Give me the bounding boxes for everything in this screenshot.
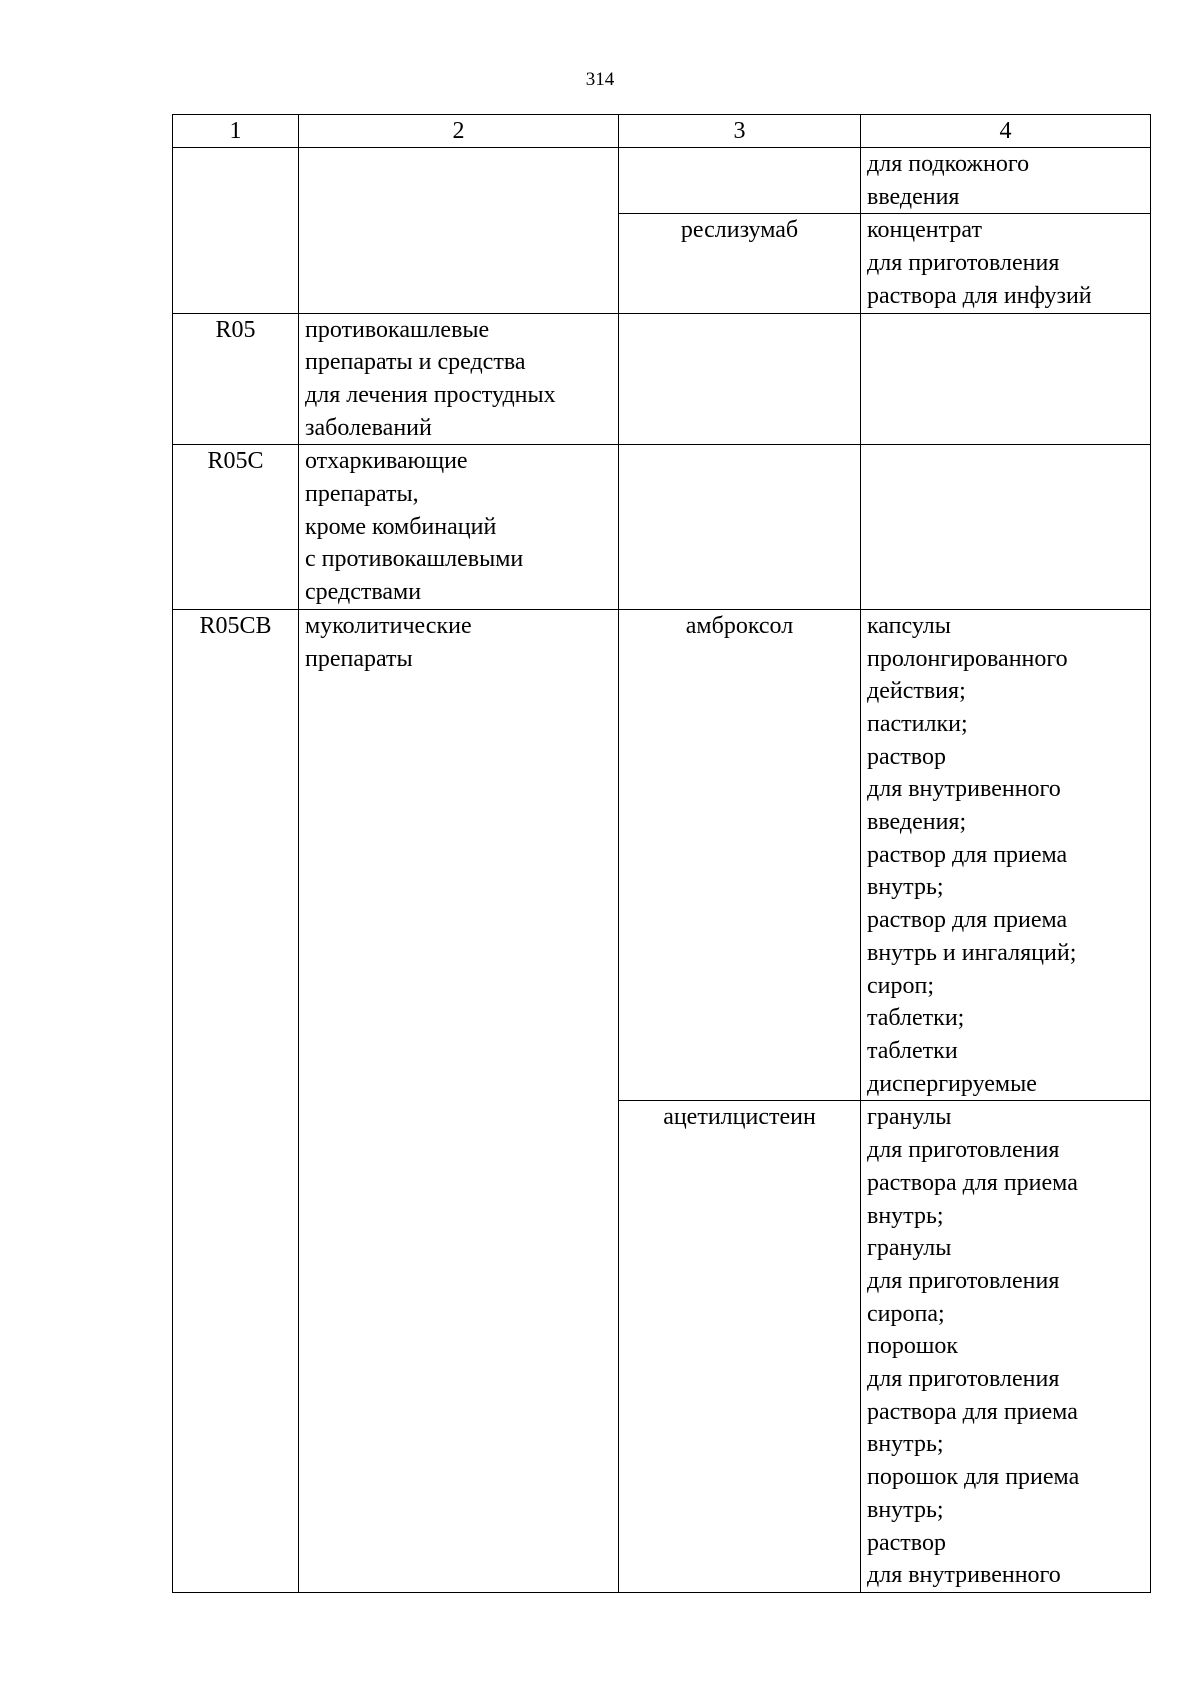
code-cell (173, 148, 299, 314)
form-line: таблетки; (867, 1005, 965, 1032)
substance-cell: реслизумаб (619, 214, 861, 313)
substance-cell: ацетилцистеин (619, 1101, 861, 1593)
form-line: для приготовления (867, 1267, 1060, 1294)
code-cell: R05C (173, 445, 299, 610)
form-line: внутрь; (867, 1202, 944, 1229)
form-line: для приготовления (867, 1366, 1060, 1393)
form-line: гранулы (867, 1235, 952, 1262)
form-line: внутрь и ингаляций; (867, 939, 1077, 966)
substance-cell (619, 445, 861, 610)
form-line: для внутривенного (867, 776, 1061, 803)
form-line: раствор для приема (867, 907, 1068, 934)
table-row (173, 609, 1151, 1101)
table-row (173, 148, 1151, 214)
name-line: муколитические (305, 612, 472, 639)
form-line: концентрат (867, 217, 982, 244)
page-number: 314 (585, 69, 615, 90)
form-line: раствор для приема (867, 841, 1068, 868)
form-line: раствор (867, 1529, 946, 1556)
column-header: 2 (299, 115, 619, 148)
name-line: противокашлевые (305, 316, 490, 343)
name-line: отхаркивающие (305, 448, 468, 475)
name-line: для лечения простудных (305, 381, 556, 408)
name-line: заболеваний (305, 414, 432, 441)
form-line: порошок для приема (867, 1464, 1080, 1491)
substance-cell: амброксол (619, 609, 861, 1101)
form-line: пастилки; (867, 710, 968, 737)
form-line: внутрь; (867, 874, 944, 901)
name-cell (299, 609, 619, 1592)
table-row (173, 445, 1151, 610)
substance-cell (619, 313, 861, 445)
form-line: сироп; (867, 972, 935, 999)
form-line: диспергируемые (867, 1070, 1037, 1097)
form-line: для приготовления (867, 1137, 1060, 1164)
form-line: порошок (867, 1333, 958, 1360)
form-line: действия; (867, 678, 966, 705)
forms-cell (861, 148, 1151, 214)
form-line: раствора для приема (867, 1398, 1078, 1425)
name-line: кроме комбинаций (305, 513, 497, 540)
name-cell (299, 148, 619, 314)
forms-cell (861, 214, 1151, 313)
name-line: средствами (305, 579, 422, 606)
name-cell (299, 445, 619, 610)
forms-cell (861, 609, 1151, 1101)
column-header: 4 (861, 115, 1151, 148)
form-line: раствор (867, 743, 946, 770)
form-line: внутрь; (867, 1496, 944, 1523)
form-line: для приготовления (867, 250, 1060, 277)
form-line: внутрь; (867, 1431, 944, 1458)
form-line: пролонгированного (867, 645, 1068, 672)
drug-classification-table (172, 114, 1151, 1593)
column-header: 3 (619, 115, 861, 148)
form-line: сиропа; (867, 1300, 945, 1327)
form-line: капсулы (867, 612, 951, 639)
form-line: таблетки (867, 1037, 958, 1064)
form-line: гранулы (867, 1104, 952, 1131)
form-line: раствора для инфузий (867, 282, 1092, 309)
forms-cell (861, 445, 1151, 610)
name-line: с противокашлевыми (305, 546, 524, 573)
code-cell: R05CB (173, 609, 299, 1592)
form-line: введения (867, 183, 960, 210)
name-line: препараты, (305, 481, 419, 508)
forms-cell (861, 1101, 1151, 1593)
forms-cell (861, 313, 1151, 445)
column-header: 1 (173, 115, 299, 148)
form-line: раствора для приема (867, 1169, 1078, 1196)
table-row (173, 313, 1151, 445)
code-cell: R05 (173, 313, 299, 445)
form-line: для внутривенного (867, 1562, 1061, 1589)
name-cell (299, 313, 619, 445)
name-line: препараты и средства (305, 349, 526, 376)
substance-cell (619, 148, 861, 214)
form-line: для подкожного (867, 151, 1030, 177)
form-line: введения; (867, 809, 967, 836)
name-line: препараты (305, 645, 413, 672)
table-header-row (173, 115, 1151, 148)
